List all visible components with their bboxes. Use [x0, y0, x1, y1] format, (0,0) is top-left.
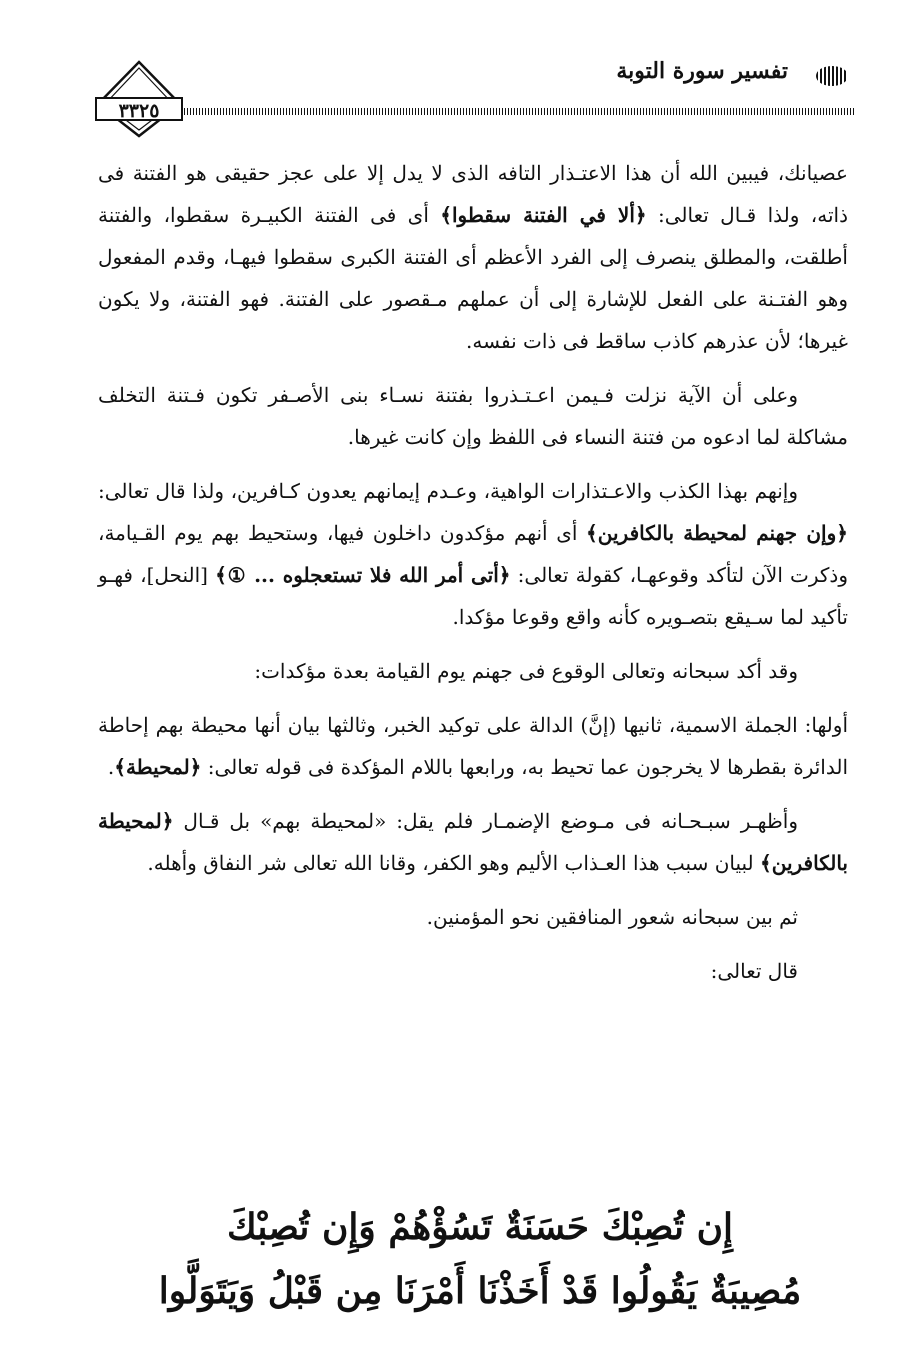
paragraph-text: أى فى الفتنة الكبيـرة سقطوا، والفتنة أطلقت، والمطلق ينصرف إلى الفرد الأعظم أى الفتنة الكبرى سقطوا فيهـا، وقدم المفعول وهو الفتـنة على الفعل للإشارة إلى أن عملهم مـقصور على الفتنة. فهو الفتنة، ولا يكون غيرها؛ لأن عذرهم كاذب ساقط فى ذات نفسه.: [98, 203, 848, 353]
quran-citation: ﴿أتى أمر الله فلا تستعجلوه ... ①﴾: [215, 563, 511, 587]
paragraph-text: عصيانك، فيبين الله أن هذا الاعتـذار التافه الذى لا يدل إلا على عجز حقيقى هو الفتنة فى ذاته، ولذا قـال تعالى:: [98, 161, 848, 227]
ornament-bullet-icon: [816, 66, 848, 86]
paragraph-6: [98, 800, 848, 884]
quran-verse-line: إِن تُصِبْكَ حَسَنَةٌ تَسُؤْهُمْ وَإِن تُصِبْكَ: [226, 1206, 734, 1248]
page-number-badge: [94, 58, 184, 138]
diamond-frame-icon: [94, 58, 184, 138]
quran-verse-line: مُصِيبَةٌ يَقُولُوا قَدْ أَخَذْنَا أَمْرَنَا مِن قَبْلُ وَيَتَوَلَّوا: [158, 1270, 802, 1312]
page-body: [98, 152, 848, 1004]
page-number: ٣٣٢٥: [118, 100, 160, 122]
paragraph-text: أى أنهم مؤكدون داخلون فيها، وستحيط بهم يوم القـيامة، وذكرت الآن لتأكد وقوعهـا، كقولة تعالى:: [98, 521, 848, 587]
paragraph-7: ثم بين سبحانه شعور المنافقين نحو المؤمنين.: [426, 905, 798, 929]
quran-verse-block: [130, 1195, 830, 1323]
paragraph-text: .: [107, 755, 115, 779]
paragraph-5: [98, 704, 848, 788]
paragraph-text: أولها: الجملة الاسمية، ثانيها (إنَّ) الدالة على توكيد الخبر، وثالثها بيان أنها محيطة بهم إحاطة الدائرة بقطرها لا يخرجون عما تحيط به، ورابعها باللام المؤكدة فى قوله تعالى:: [98, 713, 848, 779]
paragraph-text: وأظهـر سبـحـانه فى مـوضع الإضمـار فلم يقل: «لمحيطة بهم» بل قـال: [173, 809, 798, 833]
paragraph-1: [98, 152, 848, 362]
paragraph-text: [النحل]، فهـو تأكيد لما سـيقع بتصـويره كأنه واقع وقوعا مؤكدا.: [98, 563, 848, 629]
paragraph-8: قال تعالى:: [710, 959, 798, 983]
paragraph-2: وعلى أن الآية نزلت فـيمن اعـتـذروا بفتنة نسـاء بنى الأصـفر تكون فـتنة التخلف مشاكلة لما ادعوه من فتنة النساء فى اللفظ وإن كانت غيرها.: [98, 383, 848, 449]
surah-title: تفسير سورة التوبة: [616, 58, 788, 84]
paragraph-text: وإنهم بهذا الكذب والاعـتذارات الواهية، وعـدم إيمانهم يعدون كـافرين، ولذا قال تعالى:: [98, 479, 798, 503]
paragraph-4: وقد أكد سبحانه وتعالى الوقوع فى جهنم يوم القيامة بعدة مؤكدات:: [254, 659, 798, 683]
quran-citation: ﴿وإن جهنم لمحيطة بالكافرين﴾: [586, 521, 848, 545]
paragraph-3: [98, 470, 848, 638]
quran-citation: ﴿ألا في الفتنة سقطوا﴾: [440, 203, 647, 227]
paragraph-text: لبيان سبب هذا العـذاب الأليم وهو الكفر، وقانا الله تعالى شر النفاق وأهله.: [147, 851, 760, 875]
header-rule: [178, 108, 854, 115]
page-header: [88, 50, 858, 140]
quran-citation: ﴿لمحيطة﴾: [114, 755, 202, 779]
quran-citation: ﴿لمحيطة بالكافرين﴾: [98, 809, 848, 875]
